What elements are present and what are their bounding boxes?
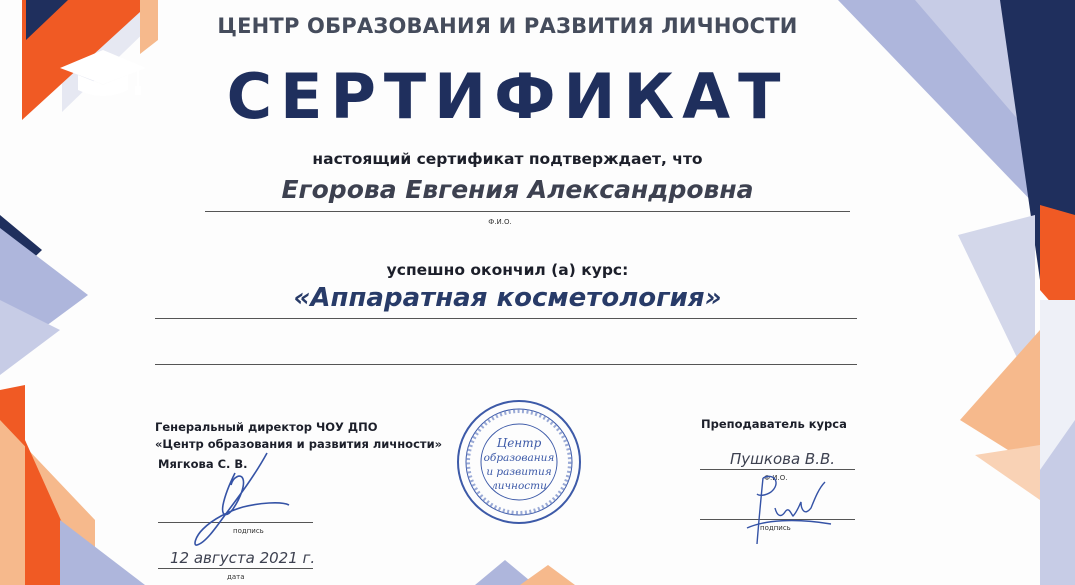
confirmation-text: настоящий сертификат подтверждает, что <box>312 150 703 168</box>
director-name: Мягкова С. В. <box>158 457 248 471</box>
teacher-signature-caption: подпись <box>760 524 791 532</box>
date-caption: дата <box>227 573 245 581</box>
name-caption: Ф.И.О. <box>488 218 512 226</box>
svg-text:и развития: и развития <box>486 466 552 478</box>
svg-text:личности: личности <box>491 480 547 492</box>
teacher-name-caption: Ф.И.О. <box>764 474 788 482</box>
director-title-line2: «Центр образования и развития личности» <box>155 437 443 451</box>
course-underline-second <box>155 364 857 365</box>
recipient-name: Егорова Евгения Александровна <box>281 175 754 204</box>
director-title-line1: Генеральный директор ЧОУ ДПО <box>155 420 378 434</box>
date-underline <box>158 568 313 569</box>
director-signature-caption: подпись <box>233 527 264 535</box>
organization-stamp-icon <box>455 398 583 526</box>
certificate-title: СЕРТИФИКАТ <box>226 60 789 133</box>
course-name: «Аппаратная косметология» <box>293 283 722 313</box>
organization-header: ЦЕНТР ОБРАЗОВАНИЯ И РАЗВИТИЯ ЛИЧНОСТИ <box>217 14 798 38</box>
teacher-signature-icon <box>735 468 835 553</box>
teacher-title: Преподаватель курса <box>701 417 847 431</box>
course-underline <box>155 318 857 319</box>
teacher-name: Пушкова В.В. <box>730 450 836 468</box>
svg-text:образования: образования <box>483 452 555 464</box>
name-underline <box>205 211 850 212</box>
director-signature-icon <box>185 445 295 550</box>
completed-course-text: успешно окончил (а) курс: <box>386 261 629 279</box>
svg-text:Центр: Центр <box>496 436 542 450</box>
issue-date: 12 августа 2021 г. <box>170 549 316 567</box>
